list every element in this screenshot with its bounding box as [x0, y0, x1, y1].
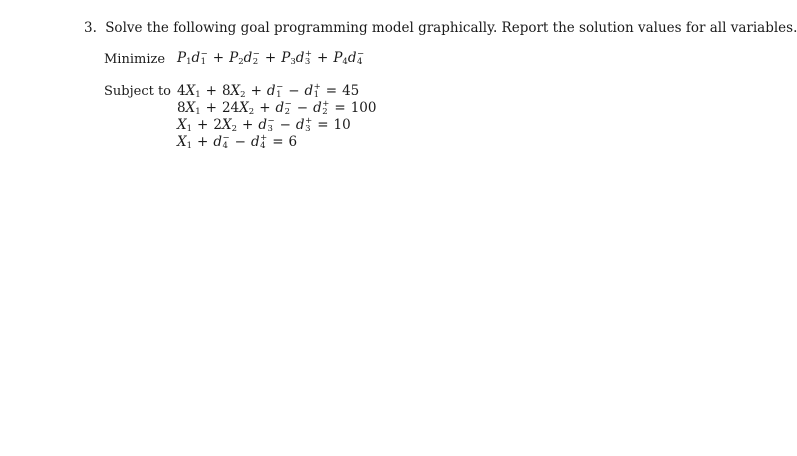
- variable-index: 1: [195, 90, 201, 100]
- priority-index: 2: [238, 57, 244, 67]
- deviation-indices: [305, 117, 312, 133]
- equals-sign: =: [317, 117, 329, 133]
- decision-term: [177, 83, 201, 100]
- priority-symbol: P: [177, 50, 187, 66]
- deviation-symbol: d: [266, 83, 276, 99]
- deviation-sign: −: [357, 48, 365, 59]
- deviation-sign: +: [322, 98, 330, 109]
- deviation-symbol: d: [304, 83, 314, 99]
- decision-variable: X: [185, 83, 196, 99]
- deviation-symbol: d: [295, 117, 305, 133]
- decision-term: [177, 117, 192, 134]
- priority-symbol: P: [333, 50, 343, 66]
- right-hand-side: 100: [350, 100, 377, 116]
- deviation-sign: −: [276, 81, 284, 92]
- deviation-sign: +: [260, 132, 268, 143]
- operator: +: [197, 117, 209, 133]
- deviation-indices: [322, 100, 329, 116]
- deviation-variable: [267, 83, 283, 100]
- deviation-symbol: d: [295, 50, 305, 66]
- variable-index: 2: [240, 90, 246, 100]
- deviation-index: 2: [252, 56, 259, 67]
- objective-term: [177, 50, 208, 67]
- decision-variable: X: [239, 100, 249, 116]
- deviation-symbol: d: [258, 117, 267, 133]
- deviation-index: 3: [305, 123, 311, 134]
- deviation-index: 3: [267, 123, 273, 134]
- deviation-symbol: d: [213, 134, 223, 150]
- operator: −: [234, 134, 246, 150]
- deviation-index: 4: [260, 140, 266, 151]
- coefficient: 8: [221, 83, 231, 99]
- deviation-indices: [201, 50, 208, 66]
- deviation-indices: [305, 50, 312, 66]
- equals-sign: =: [272, 134, 284, 150]
- decision-variable: X: [230, 83, 241, 99]
- priority-index: 4: [342, 57, 348, 67]
- decision-term: [222, 100, 254, 117]
- variable-index: 1: [186, 141, 193, 151]
- priority-index: 3: [290, 57, 296, 67]
- deviation-variable: [192, 50, 208, 67]
- deviation-variable: [348, 50, 364, 67]
- deviation-sign: +: [313, 81, 321, 92]
- operator: +: [205, 83, 217, 99]
- deviation-variable: [251, 134, 267, 151]
- constraint-row-4: [177, 134, 297, 151]
- deviation-indices: [260, 134, 267, 150]
- operator: +: [259, 100, 271, 116]
- objective-function: [177, 50, 364, 67]
- deviation-variable: [244, 50, 260, 67]
- decision-variable: X: [177, 134, 187, 150]
- deviation-symbol: d: [347, 50, 357, 66]
- operator: −: [288, 83, 300, 99]
- deviation-variable: [305, 83, 321, 100]
- deviation-symbol: d: [250, 134, 260, 150]
- deviation-sign: −: [267, 115, 275, 126]
- deviation-index: 3: [304, 56, 311, 67]
- coefficient: 8: [177, 100, 186, 116]
- right-hand-side: 6: [288, 134, 298, 150]
- deviation-index: 4: [357, 56, 363, 67]
- deviation-indices: [253, 50, 260, 66]
- deviation-sign: −: [200, 48, 208, 59]
- decision-variable: X: [185, 100, 196, 116]
- priority-index: 1: [186, 57, 192, 67]
- plus-operator: +: [317, 50, 329, 66]
- decision-term: [222, 83, 246, 100]
- deviation-indices: [314, 83, 321, 99]
- deviation-variable: [258, 117, 274, 134]
- deviation-variable: [296, 117, 312, 134]
- question-text: Solve the following goal programming model graphically. Report the solution values for all variables.: [105, 20, 797, 36]
- deviation-indices: [276, 83, 283, 99]
- operator: +: [205, 100, 217, 116]
- decision-term: [177, 100, 201, 117]
- deviation-index: 4: [222, 140, 228, 151]
- objective-term: [333, 50, 364, 67]
- equals-sign: =: [334, 100, 346, 116]
- constraint-row-1: [177, 83, 359, 100]
- deviation-index: 1: [200, 56, 207, 67]
- deviation-index: 2: [284, 106, 291, 117]
- decision-term: [213, 117, 237, 134]
- coefficient: 2: [213, 117, 222, 133]
- deviation-sign: −: [222, 132, 230, 143]
- minimize-label: Minimize: [104, 52, 166, 67]
- right-hand-side: 45: [342, 83, 360, 99]
- variable-index: 1: [186, 124, 193, 134]
- deviation-indices: [267, 117, 274, 133]
- operator: −: [296, 100, 309, 116]
- plus-operator: +: [212, 50, 225, 66]
- deviation-variable: [276, 100, 292, 117]
- plus-operator: +: [264, 50, 277, 66]
- deviation-symbol: d: [275, 100, 285, 116]
- decision-variable: X: [177, 117, 187, 133]
- deviation-index: 2: [322, 106, 328, 117]
- constraint-row-3: [177, 117, 351, 134]
- variable-index: 2: [248, 107, 255, 117]
- coefficient: 24: [221, 100, 240, 116]
- deviation-symbol: d: [191, 50, 201, 66]
- variable-index: 1: [195, 107, 201, 117]
- equals-sign: =: [325, 83, 338, 99]
- operator: +: [250, 83, 262, 99]
- deviation-sign: −: [252, 48, 260, 59]
- deviation-sign: +: [305, 115, 313, 126]
- priority-symbol: P: [281, 50, 291, 66]
- deviation-symbol: d: [313, 100, 322, 116]
- operator: −: [279, 117, 291, 133]
- operator: +: [242, 117, 254, 133]
- decision-variable: X: [221, 117, 232, 133]
- coefficient: 4: [177, 83, 186, 99]
- question-number: 3.: [84, 20, 97, 36]
- deviation-sign: −: [284, 98, 292, 109]
- objective-term: [281, 50, 312, 67]
- variable-index: 2: [231, 124, 237, 134]
- deviation-indices: [357, 50, 364, 66]
- question-statement: [84, 20, 797, 36]
- decision-term: [177, 134, 192, 151]
- subject-to-label: Subject to: [104, 84, 172, 99]
- deviation-variable: [213, 134, 229, 151]
- right-hand-side: 10: [333, 117, 351, 133]
- operator: +: [197, 134, 209, 150]
- objective-term: [229, 50, 260, 67]
- deviation-indices: [285, 100, 292, 116]
- deviation-variable: [296, 50, 312, 67]
- priority-symbol: P: [229, 50, 239, 66]
- deviation-variable: [313, 100, 329, 117]
- deviation-indices: [223, 134, 230, 150]
- deviation-index: 1: [313, 89, 320, 100]
- deviation-symbol: d: [243, 50, 253, 66]
- deviation-index: 1: [276, 89, 282, 100]
- constraint-row-2: [177, 100, 376, 117]
- deviation-sign: +: [304, 48, 313, 59]
